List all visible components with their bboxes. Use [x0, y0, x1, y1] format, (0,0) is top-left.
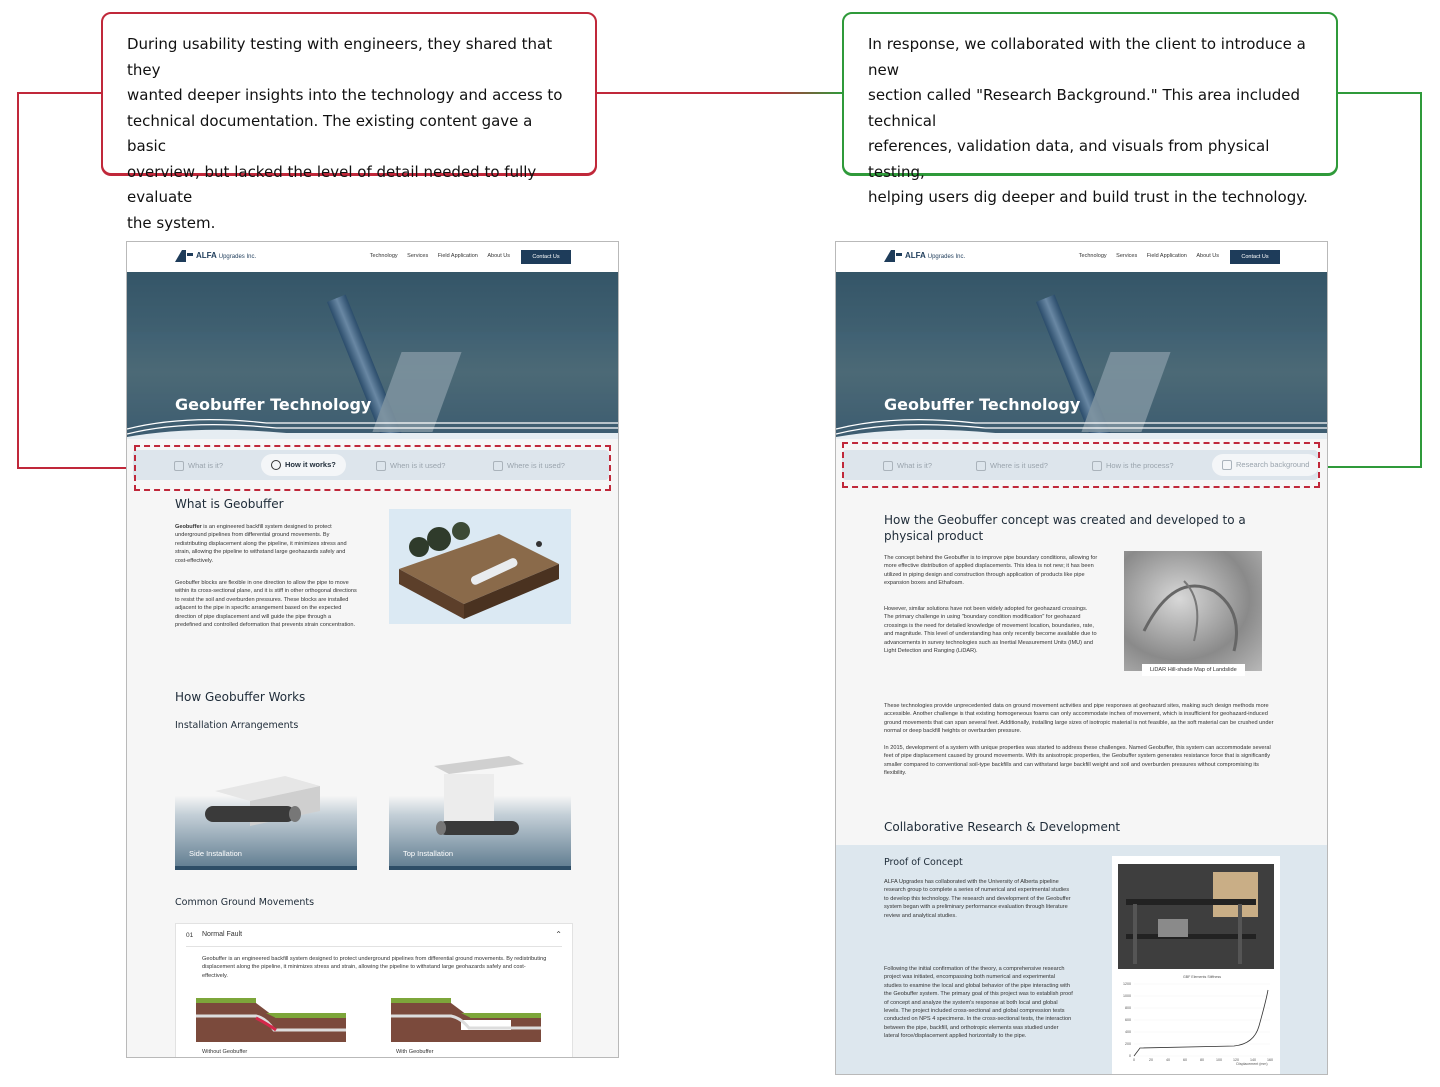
proof-paragraph-2: Following the initial confirmation of the theory, a comprehensive research project was initiated, encompassing both numerical and experimental studies to examine the local and global behavior of the pipe interacting with the Geobuffer system. The primary goal of this project was to establish proof of concept and analyze the system's response at both local and global levels. The project included cross-sectional and global compression tests conducted on NPS 4 specimens. In the cross-sectional tests, the interaction between the pipe, backfill, and orthotropic elements was studied under lateral force/displacement applied horizontally to the pipe.: [884, 966, 1073, 1040]
x-tick-label: 40: [1166, 1058, 1170, 1062]
logo-name: ALFA: [195, 251, 217, 261]
stiffness-curve: [1134, 990, 1268, 1056]
nav-services[interactable]: Services: [1116, 253, 1138, 259]
lidar-map-image: [1124, 551, 1262, 671]
blocks-paragraph: Geobuffer blocks are flexible in one direction to allow the pipe to move within its cross-sectional plane, and it is stiff in other orthogonal directions to resist the soil and overburden pressures. These blocks are installed adjacent to the pipe in specific arrangement based on the expected direction of pipe displacement and will guide the pipe through a predefined and controlled deformation that prevents strain concentration.: [175, 580, 357, 629]
subsection-title: Installation Arrangements: [175, 720, 299, 731]
callout-line: During usability testing with engineers, they shared that they: [127, 35, 553, 79]
collab-heading: Collaborative Research & Development: [884, 820, 1121, 834]
x-tick-label: 100: [1216, 1058, 1222, 1062]
tab-label: What is it?: [188, 461, 224, 470]
logo-suffix: Upgrades Inc.: [927, 254, 966, 261]
chevron-up-icon[interactable]: ⌃: [555, 930, 562, 939]
hero-wave-decoration: [127, 409, 618, 439]
nav-services[interactable]: Services: [407, 253, 429, 259]
callout-line: helping users dig deeper and build trust in the technology.: [868, 188, 1308, 206]
y-tick-label: 0: [1129, 1054, 1131, 1058]
right-connector-vertical: [1420, 92, 1422, 468]
tab-label: How is the process?: [1106, 461, 1174, 470]
subsection-title: Common Ground Movements: [175, 897, 315, 908]
test-rig-photo: [1118, 864, 1274, 969]
tab-label: What is it?: [897, 461, 933, 470]
fault-caption-left: Without Geobuffer: [202, 1049, 248, 1055]
after-page-mockup: [835, 241, 1328, 1075]
highlight-new-tabs: [842, 442, 1320, 488]
callout-line: In response, we collaborated with the client to introduce a new: [868, 35, 1306, 79]
tab-label: Research background: [1236, 460, 1310, 469]
fault-without-illustration-icon: [196, 998, 346, 1042]
right-connector-bottom: [1322, 466, 1422, 468]
lidar-terrain-icon: [1124, 551, 1262, 671]
section-title: How Geobuffer Works: [175, 690, 306, 704]
lidar-caption: LiDAR Hill-shade Map of Landslide: [1142, 664, 1245, 676]
callout-line: the system.: [127, 213, 216, 232]
hero-title: Geobuffer Technology: [884, 395, 1081, 414]
highlight-old-tabs: [134, 445, 611, 491]
research-paragraph-1: The concept behind the Geobuffer is to improve pipe boundary conditions, allowing for more effective distribution of applied displacements. This idea is not new; it has been utilized in piping design and construction through application of products like pipe expansion boxes and Ethafoam.: [884, 555, 1098, 587]
x-axis-label: Displacement (mm): [1236, 1062, 1268, 1066]
accordion-number: 01: [186, 932, 194, 939]
callout-line: section called "Research Background." This area included technical: [868, 86, 1300, 130]
hero-banner: [127, 272, 618, 439]
site-header: [836, 242, 1327, 272]
before-page-mockup: [126, 241, 619, 1058]
callout-line: technical documentation. The existing content gave a basic: [127, 111, 533, 155]
side-installation-card[interactable]: [175, 746, 357, 870]
logo-suffix: Upgrades Inc.: [218, 254, 257, 261]
fault-diagram-without: [196, 998, 346, 1042]
left-connector-vertical: [17, 92, 19, 469]
divider: [186, 946, 562, 947]
left-connector-top: [18, 92, 102, 94]
contact-us-button[interactable]: Contact Us: [1230, 250, 1280, 264]
tab-label: Where is it used?: [990, 461, 1048, 470]
hero-wave-decoration: [836, 409, 1327, 439]
alfa-logo-icon: [883, 249, 903, 263]
callout-line: overview, but lacked the level of detail needed to fully evaluate: [127, 162, 537, 206]
intro-bold: Geobuffer: [175, 524, 202, 530]
fault-caption-right: With Geobuffer: [396, 1049, 434, 1055]
proof-title: Proof of Concept: [884, 857, 963, 868]
intro-paragraph: [175, 523, 358, 565]
site-logo[interactable]: [174, 249, 256, 263]
x-tick-label: 20: [1149, 1058, 1153, 1062]
test-rig-illustration-icon: [1118, 864, 1274, 969]
left-connector-bottom: [17, 467, 133, 469]
fault-diagram-with: [391, 998, 541, 1042]
proof-paragraph-1: ALFA Upgrades has collaborated with the University of Alberta pipeline research group to complete a series of numerical and experimental studies to develop this technology. The research and development of the Geobuffer system began with a preliminary performance evaluation through literature review and analytical studies.: [884, 879, 1071, 919]
logo-name: ALFA: [904, 251, 926, 261]
accordion-title: Normal Fault: [202, 931, 243, 938]
x-tick-label: 140: [1250, 1058, 1256, 1062]
callout-line: wanted deeper insights into the technology and access to: [127, 86, 563, 104]
nav-field-application[interactable]: Field Application: [437, 253, 478, 259]
fault-with-illustration-icon: [391, 998, 541, 1042]
stiffness-chart-svg: [1112, 970, 1276, 1066]
card-bar: [389, 866, 571, 870]
x-tick-label: 120: [1233, 1058, 1239, 1062]
callout-line: references, validation data, and visuals from physical testing,: [868, 137, 1270, 181]
nav-technology[interactable]: Technology: [1078, 253, 1107, 259]
nav-about-us[interactable]: About Us: [1196, 253, 1219, 259]
research-paragraph-2: However, similar solutions have not been widely adopted for geohazard crossings. The primary challenge in using "boundary condition modification" for geohazard crossings is the need for detailed knowledge of movement location, boundaries, rate, and magnitude. This level of understanding has only recently become available due to advancements in survey technologies such as Inertial Measurement Units (IMU) and Light Detection and Ranging (LiDAR).: [884, 606, 1097, 655]
terrain-illustration-icon: [389, 509, 571, 624]
x-tick-label: 80: [1200, 1058, 1204, 1062]
research-paragraph-3: These technologies provide unprecedented data on ground movement activities and pipe responses at geohazard sites, making such design methods more accessible. Another challenge is that existing homogeneous foams can only accommodate inches of movement, which is insufficient for geohazard-induced ground movements that can span several feet. Additionally, installing large sizes of isotropic material is not feasible, as the soft material can be crushed under normal or deep backfill heights or overburden pressure.: [884, 703, 1274, 735]
card-bar: [175, 866, 357, 870]
chart-title: GBF Elements Stiffness: [1182, 975, 1222, 979]
x-tick-label: 0: [1133, 1058, 1135, 1062]
y-tick-label: 200: [1125, 1042, 1131, 1046]
top-installation-card[interactable]: [389, 746, 571, 870]
usability-finding-callout: [101, 12, 597, 232]
x-tick-label: 160: [1267, 1058, 1273, 1062]
stiffness-chart: [1112, 970, 1276, 1066]
research-paragraph-4: In 2015, development of a system with unique properties was started to address these challenges. Named Geobuffer, this system can accommodate several feet of pipe displacement caused by ground movements. With its anisotropic properties, the Geobuffer system generates resistance force that is significantly smaller compared to conventional soil-type backfills and can withstand large backfill weight and soil and overburden pressures without compromising its flexibility.: [884, 745, 1271, 777]
accordion-text: Geobuffer is an engineered backfill system designed to protect underground pipelines from differential ground movements. By redistributing displacement along the pipeline, it minimizes stress and strain, allowing the pipeline to withstand large geohazards safely and cost-effectively.: [202, 956, 547, 979]
card-label: Top Installation: [403, 849, 454, 858]
nav-technology[interactable]: Technology: [369, 253, 398, 259]
intro-text: is an engineered backfill system designed to protect underground pipelines from differential ground movements. By redistributing displacement along the pipeline, it minimizes stress and strain, allowing the pipeline to withstand large geohazards safely and cost-effectively.: [175, 524, 347, 564]
contact-us-button[interactable]: Contact Us: [521, 250, 571, 264]
alfa-logo-icon: [174, 249, 194, 263]
tab-label: Where is it used?: [507, 461, 565, 470]
site-header: [127, 242, 618, 272]
accordion-normal-fault[interactable]: [175, 923, 573, 1058]
y-tick-label: 400: [1125, 1030, 1131, 1034]
x-tick-label: 60: [1183, 1058, 1187, 1062]
tab-label: How it works?: [285, 460, 336, 469]
y-tick-label: 800: [1125, 1006, 1131, 1010]
right-connector-top: [1338, 92, 1421, 94]
y-tick-label: 1000: [1123, 994, 1131, 998]
side-installation-image-icon: [175, 746, 357, 836]
main-nav: [362, 253, 510, 259]
main-nav: [1071, 253, 1219, 259]
y-tick-label: 600: [1125, 1018, 1131, 1022]
top-installation-image-icon: [389, 746, 571, 846]
middle-connector-red: [597, 92, 842, 94]
tab-label: When is it used?: [390, 461, 446, 470]
section-title: What is Geobuffer: [175, 497, 284, 511]
solution-callout: [842, 12, 1338, 206]
y-tick-label: 1200: [1123, 982, 1131, 986]
hero-title: Geobuffer Technology: [175, 395, 372, 414]
nav-field-application[interactable]: Field Application: [1146, 253, 1187, 259]
card-label: Side Installation: [189, 849, 242, 858]
nav-about-us[interactable]: About Us: [487, 253, 510, 259]
site-logo[interactable]: [883, 249, 965, 263]
hero-banner: [836, 272, 1327, 439]
geobuffer-illustration: [389, 509, 571, 624]
research-heading: How the Geobuffer concept was created and developed to a physical product: [884, 513, 1246, 543]
